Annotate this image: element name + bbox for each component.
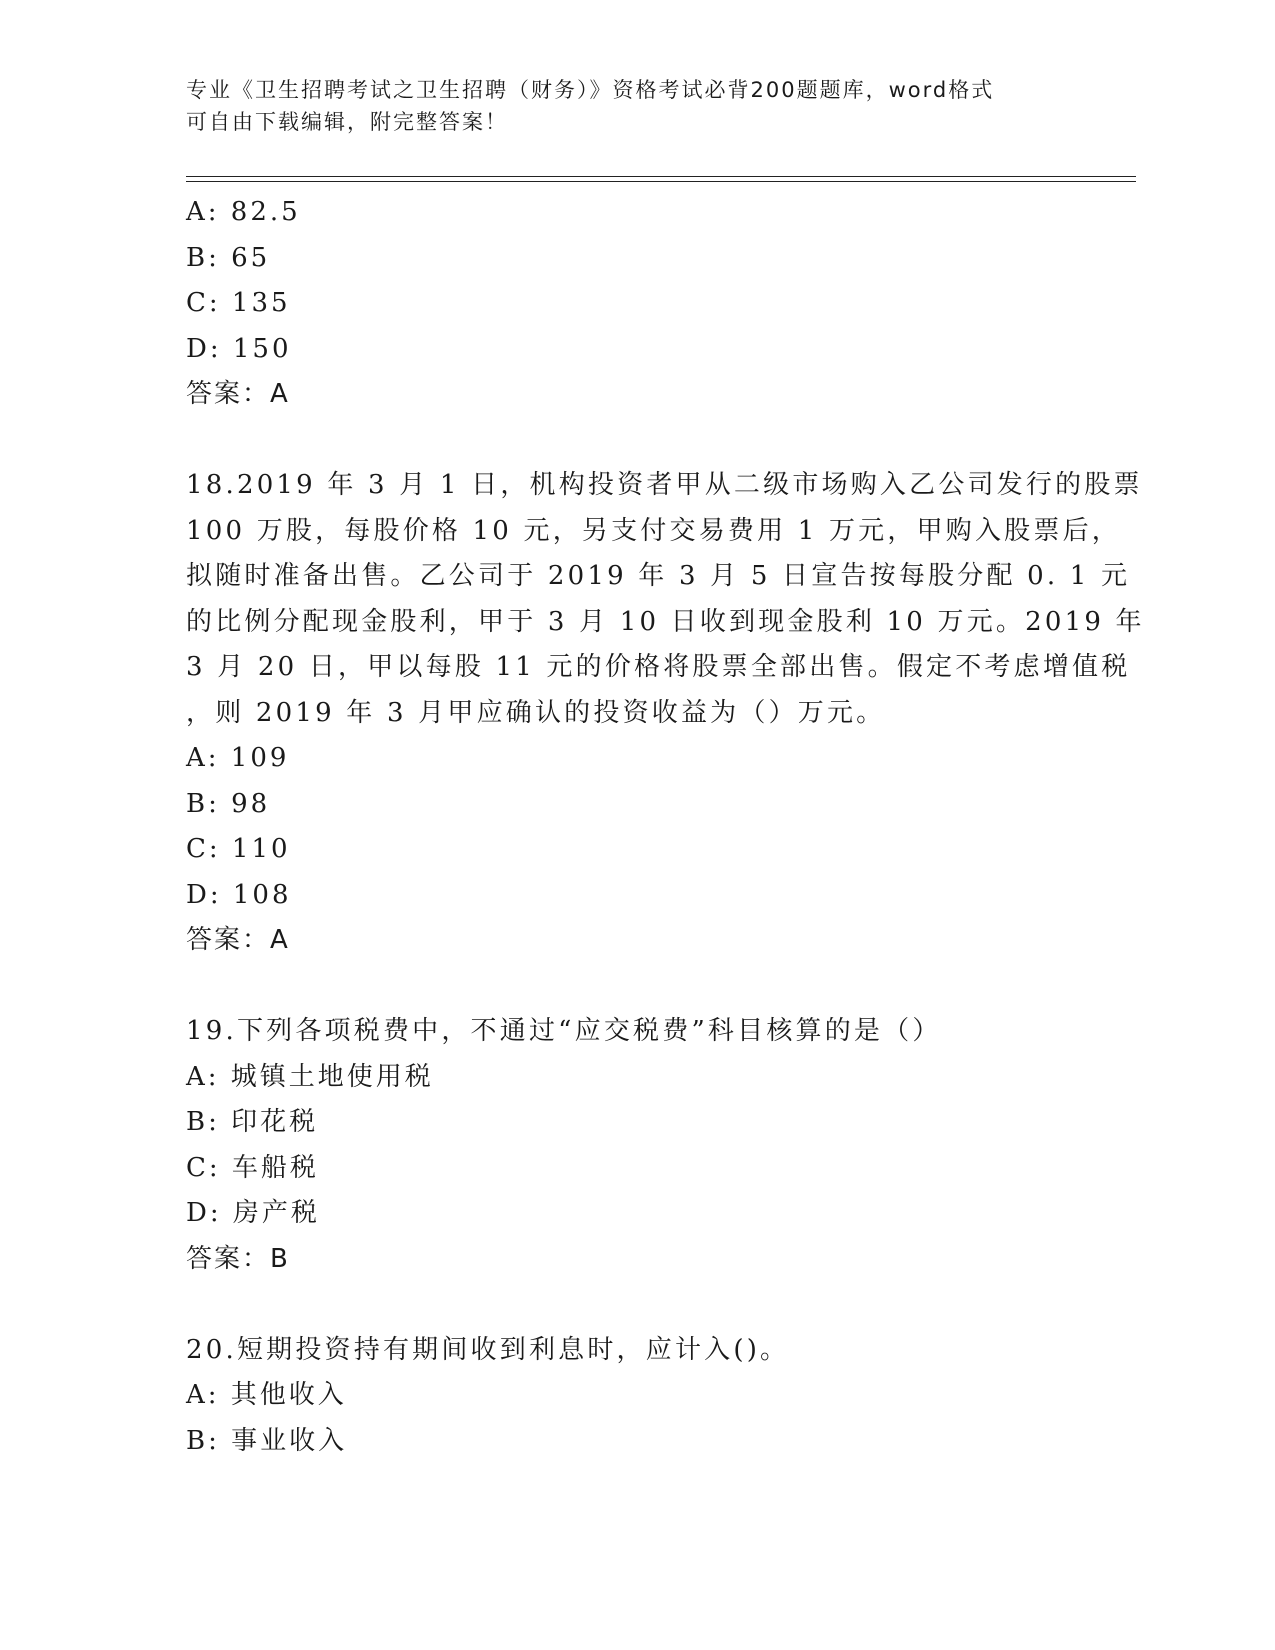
question-line: 100 万股，每股价格 10 元，另支付交易费用 1 万元，甲购入股票后， [186,515,1121,546]
question-text [186,1009,1086,1055]
header-rule-top [186,176,1136,177]
option-d: D: 房产税 [186,1198,320,1228]
answer: 答案：A [186,379,290,409]
option-c: C: 110 [186,834,291,864]
header-rule-bottom [186,181,1136,182]
option-d: D: 150 [186,333,292,364]
option-a: A: 82.5 [186,197,301,227]
option-a: A: 109 [186,743,290,773]
option-c: C: 135 [186,288,291,318]
question-line: 19.下列各项税费中，不通过“应交税费”科目核算的是（） [186,1016,942,1046]
header-line-1: 专业《卫生招聘考试之卫生招聘（财务）》资格考试必背200题题库，word格式 [186,78,995,102]
question-line: 18.2019 年 3 月 1 日，机构投资者甲从二级市场购入乙公司发行的股票 [186,470,1143,500]
option-a: A: 城镇土地使用税 [186,1061,434,1092]
answer: 答案：B [186,1243,290,1274]
question-line: 20.短期投资持有期间收到利息时，应计入()。 [186,1334,790,1365]
question-content [186,190,1145,1464]
answer: 答案：A [186,925,290,955]
question-text [186,463,1145,736]
option-b: B: 事业收入 [186,1425,348,1456]
spacer [186,418,1086,464]
question-line: 的比例分配现金股利，甲于 3 月 10 日收到现金股利 10 万元。2019 年 [186,606,1145,637]
question-17 [186,190,1086,418]
spacer [186,964,1086,1010]
option-c: C: 车船税 [186,1152,319,1183]
question-19 [186,1009,1086,1282]
question-line: 拟随时准备出售。乙公司于 2019 年 3 月 5 日宣告按每股分配 0. 1 元 [186,561,1131,591]
option-a: A: 其他收入 [186,1380,347,1410]
question-line: 3 月 20 日，甲以每股 11 元的价格将股票全部出售。假定不考虑增值税 [186,652,1131,682]
spacer [186,1282,1086,1328]
option-b: B: 印花税 [186,1107,319,1137]
document-header [186,74,1086,138]
question-text [186,1328,1086,1374]
option-b: B: 98 [186,788,271,819]
option-d: D: 108 [186,879,292,910]
option-b: B: 65 [186,242,271,273]
question-line: ，则 2019 年 3 月甲应确认的投资收益为（）万元。 [186,697,886,728]
question-20 [186,1328,1086,1465]
header-line-2: 可自由下载编辑，附完整答案！ [186,110,508,134]
question-18 [186,463,1145,964]
